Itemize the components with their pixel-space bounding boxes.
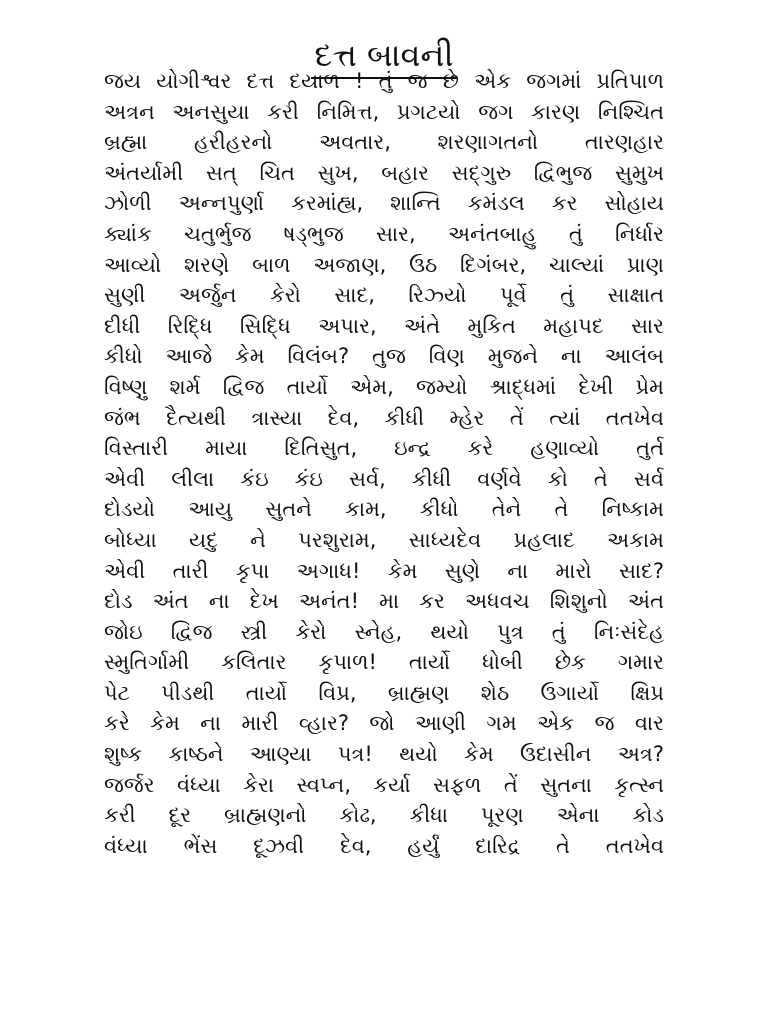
verse-line: કરે કેમ ના મારી વ્હાર? જો આણી ગમ એક જ વાર (104, 711, 664, 736)
verse-line: દીધી રિદ્ધિ સિદ્ધિ અપાર, અંતે મુકિત મહાપદ સાર (104, 313, 664, 338)
verse-line: દોડયો આયુ સુતને કામ, કીધો તેને તે નિષ્કામ (104, 497, 664, 522)
verse-line: બ્રહ્મા હરીહરનો અવતાર, શરણાગતનો તારણહાર (104, 130, 664, 155)
verse-line: દોડ અંત ના દેખ અનંત! મા કર અધવચ શિશુનો અંત (104, 589, 664, 614)
verse-line: અત્રન અનસુયા કરી નિમિત્ત, પ્રગટયો જગ કારણ નિશ્ચિત (104, 99, 664, 124)
verse-line: ક્યાંક ચતુર્ભુજ ષડ્ભુજ સાર, અનંતબાહુ તું નિર્ધાર (104, 221, 664, 246)
verse-list (104, 66, 664, 861)
verse-line: વિસ્તારી માયા દિતિસુત, ઇન્દ્ર કરે હણાવ્યો તુર્ત (104, 436, 664, 461)
verse-line: આવ્યો શરણે બાળ અજાણ, ઉઠ દિગંબર, ચાલ્યાં પ્રાણ (104, 252, 664, 277)
verse-line: ઝોળી અન્નપુર્ણા કરમાંહ્ય, શાન્તિ કમંડલ કર સોહાય (104, 191, 664, 216)
verse-line: કીધો આજે કેમ વિલંબ? તુજ વિણ મુજને ના આલંબ (104, 344, 664, 369)
verse-line: બોધ્યા યદુ ને પરશુરામ, સાધ્યદેવ પ્રહલાદ અકામ (104, 527, 664, 552)
verse-line: જર્જર વંધ્યા કેરા સ્વપ્ન, કર્યા સફળ તેં સુતના કૃત્સ્ન (104, 772, 664, 797)
verse-line: પેટ પીડથી તાર્યો વિપ્ર, બ્રાહ્મણ શેઠ ઉગાર્યો ક્ષિપ્ર (104, 680, 664, 705)
verse-line: અંતર્યામી સત્ ચિત સુખ, બહાર સદ્ગુરુ દ્વિભુજ સુમુખ (104, 160, 664, 185)
verse-line: જય યોગીશ્વર દત્ત દયાળ ! તું જ છે એક જગમાં પ્રતિપાળ (104, 69, 664, 93)
verse-line: એવી તારી કૃપા અગાધ! કેમ સુણે ના મારો સાદ? (104, 558, 664, 583)
verse-line: સુણી અર્જુન કેરો સાદ, રિઝ્યો પૂર્વે તું સાક્ષાત (104, 283, 664, 308)
verse-line: શુષ્ક કાષ્ઠને આણ્યા પત્ર! થયો કેમ ઉદાસીન અત્ર? (104, 742, 664, 767)
verse-line: જોઇ દ્વિજ સ્ત્રી કેરો સ્નેહ, થયો પુત્ર તું નિઃસંદેહ (104, 619, 664, 644)
page-title-text: દત્ત બાવની (311, 35, 458, 79)
verse-line: કરી દૂર બ્રાહ્મણનો કોઢ, કીધા પૂરણ એના કોડ (104, 803, 664, 828)
verse-line: વિષ્ણુ શર્મ દ્વિજ તાર્યો એમ, જમ્યો શ્રાદ્ધમાં દેખી પ્રેમ (104, 374, 664, 399)
verse-line: સ્મુતિર્ગામી કલિતાર કૃપાળ! તાર્યો ધોબી છેક ગમાર (104, 650, 664, 675)
verse-line: જંભ દૈત્યથી ત્રાસ્યા દેવ, કીધી મ્હેર તેં ત્યાં તતખેવ (104, 405, 664, 430)
verse-line: વંધ્યા ભેંસ દૂઝવી દેવ, હર્યું દારિદ્ર તે તતખેવ (104, 833, 664, 858)
verse-line: એવી લીલા કંઇ કંઇ સર્વ, કીધી વર્ણવે કો તે સર્વ (104, 466, 664, 491)
